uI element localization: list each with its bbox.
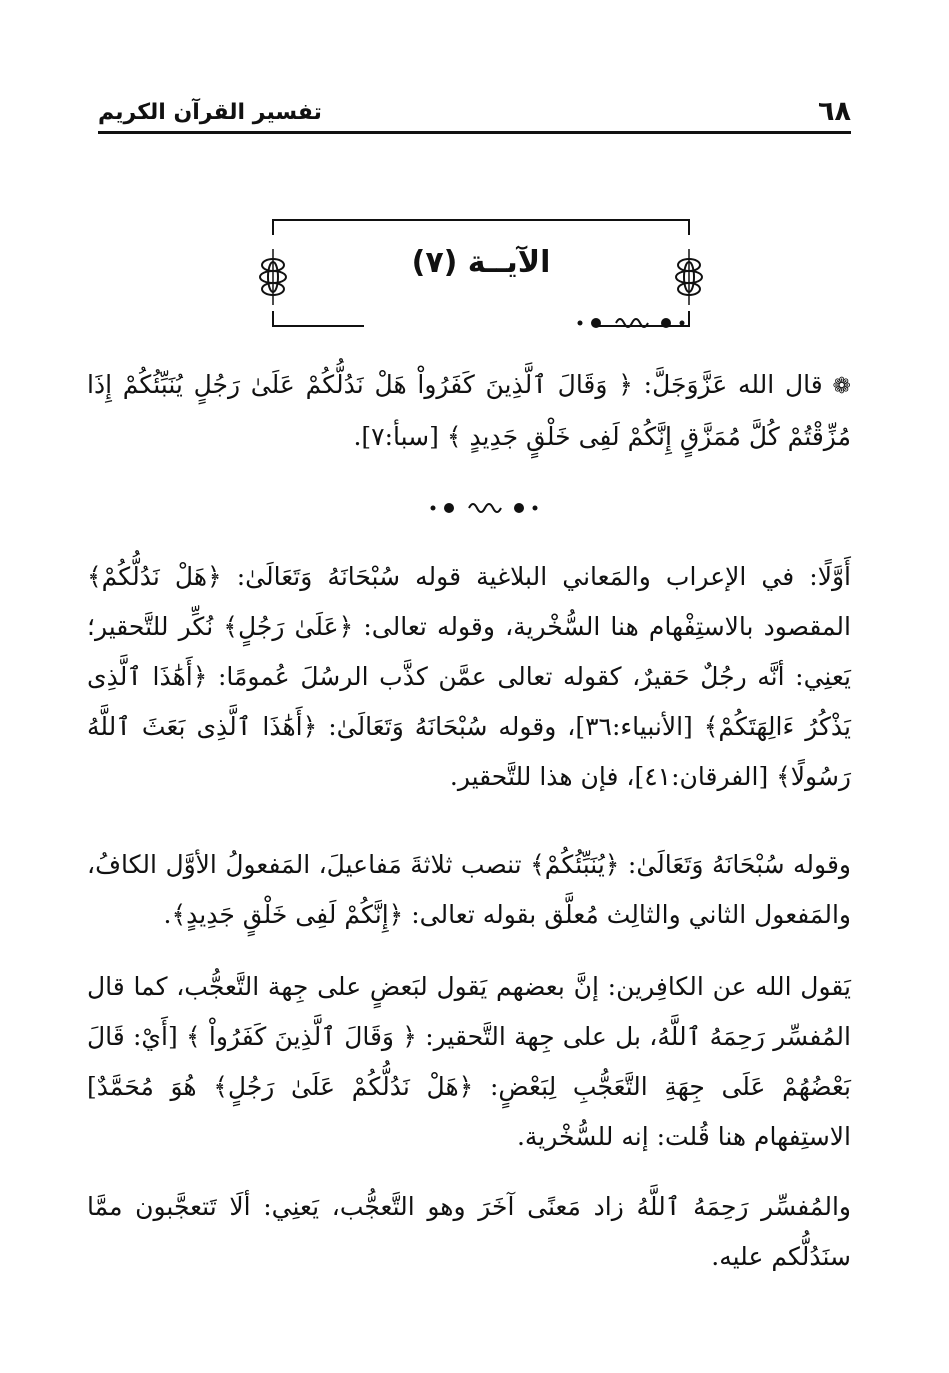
verse-reference: [سبأ:٧]. — [353, 422, 439, 451]
frame-tick — [688, 219, 690, 235]
verse-intro: قال الله عَزَّوَجَلَّ: — [643, 370, 823, 399]
verse-text: ﴿ وَقَالَ ٱلَّذِينَ كَفَرُواْ هَلْ نَدُلُّكُمْ عَلَىٰ رَجُلٍ يُنَبِّئُكُمْ إِذَا مُزِّقْتُمْ كُلَّ مُمَزَّقٍ إِنَّكُمْ لَفِى خَلْقٍ جَدِيدٍ ﴾ — [87, 370, 851, 451]
page-number: ٦٨ — [818, 96, 851, 127]
paragraph: والمُفسِّر رَحِمَهُ ٱللَّهُ زاد مَعنًى آخَرَ وهو التَّعجُّب، يَعنِي: ألَا تَتعجَّبون ممَّا سنَدُلُّكم عليه. — [87, 1192, 851, 1271]
paragraph: أَوَّلًا: في الإعراب والمَعاني البلاغية قوله سُبْحَانَهُ وَتَعَالَىٰ: ﴿هَلْ نَدُلُّكُمْ﴾ المقصود بالاستِفْهام هنا السُّخْرية، وقوله تعالى: ﴿عَلَىٰ رَجُلٍ﴾ نُكِّر للتَّحقير؛ يَعنِي: أنَّه رجُلٌ حَقيرٌ، كقوله تعالى عمَّن كذَّب الرسُلَ عُمومًا: ﴿أَهَٰذَا ٱلَّذِى يَذْكُرُ ءَالِهَتَكُمْ﴾ [الأنبياء:٣٦]، وقوله سُبْحَانَهُ وَتَعَالَىٰ: ﴿أَهَٰذَا ٱلَّذِى بَعَثَ ٱللَّهُ رَسُولًا﴾ [الفرقان:٤١]، فإن هذا للتَّحقير. — [87, 562, 851, 791]
book-title: تفسير القرآن الكريم — [98, 100, 322, 125]
page-header — [98, 96, 851, 132]
section-title: الآيــة (٧) — [411, 245, 551, 280]
quran-verse-block — [87, 360, 851, 462]
frame-tick — [272, 219, 274, 235]
dots-divider-icon — [572, 313, 690, 333]
flower-bullet-icon: ❁ — [822, 374, 851, 399]
section-title-frame — [272, 219, 690, 327]
paragraph: وقوله سُبْحَانَهُ وَتَعَالَىٰ: ﴿يُنَبِّئُكُمْ﴾ تنصب ثلاثةَ مَفاعيلَ، المَفعولُ الأوَّل الكافُ، والمَفعول الثاني والثالِث مُعلَّق بقوله تعالى: ﴿إِنَّكُمْ لَفِى خَلْقٍ جَدِيدٍ﴾. — [87, 850, 851, 929]
frame-bottom-line — [272, 325, 364, 327]
header-rule — [98, 131, 851, 134]
paragraph: يَقول الله عن الكافِرين: إنَّ بعضهم يَقول لبَعضٍ على جِهة التَّعجُّب، كما قال المُفسِّر رَحِمَهُ ٱللَّهُ، بل على جِهة التَّحقير: ﴿ وَقَالَ ٱلَّذِينَ كَفَرُواْ ﴾ [أَيْ: قَالَ بَعْضُهُمْ عَلَى جِهَةِ التَّعَجُّبِ لِبَعْضٍ: ﴿هَلْ نَدُلُّكُمْ عَلَىٰ رَجُلٍ﴾ هُوَ مُحَمَّدٌ] الاستِفهام هنا قُلت: إنه للسُّخْرية. — [87, 972, 851, 1151]
frame-top-line — [272, 219, 690, 221]
dots-divider-icon — [425, 498, 543, 518]
